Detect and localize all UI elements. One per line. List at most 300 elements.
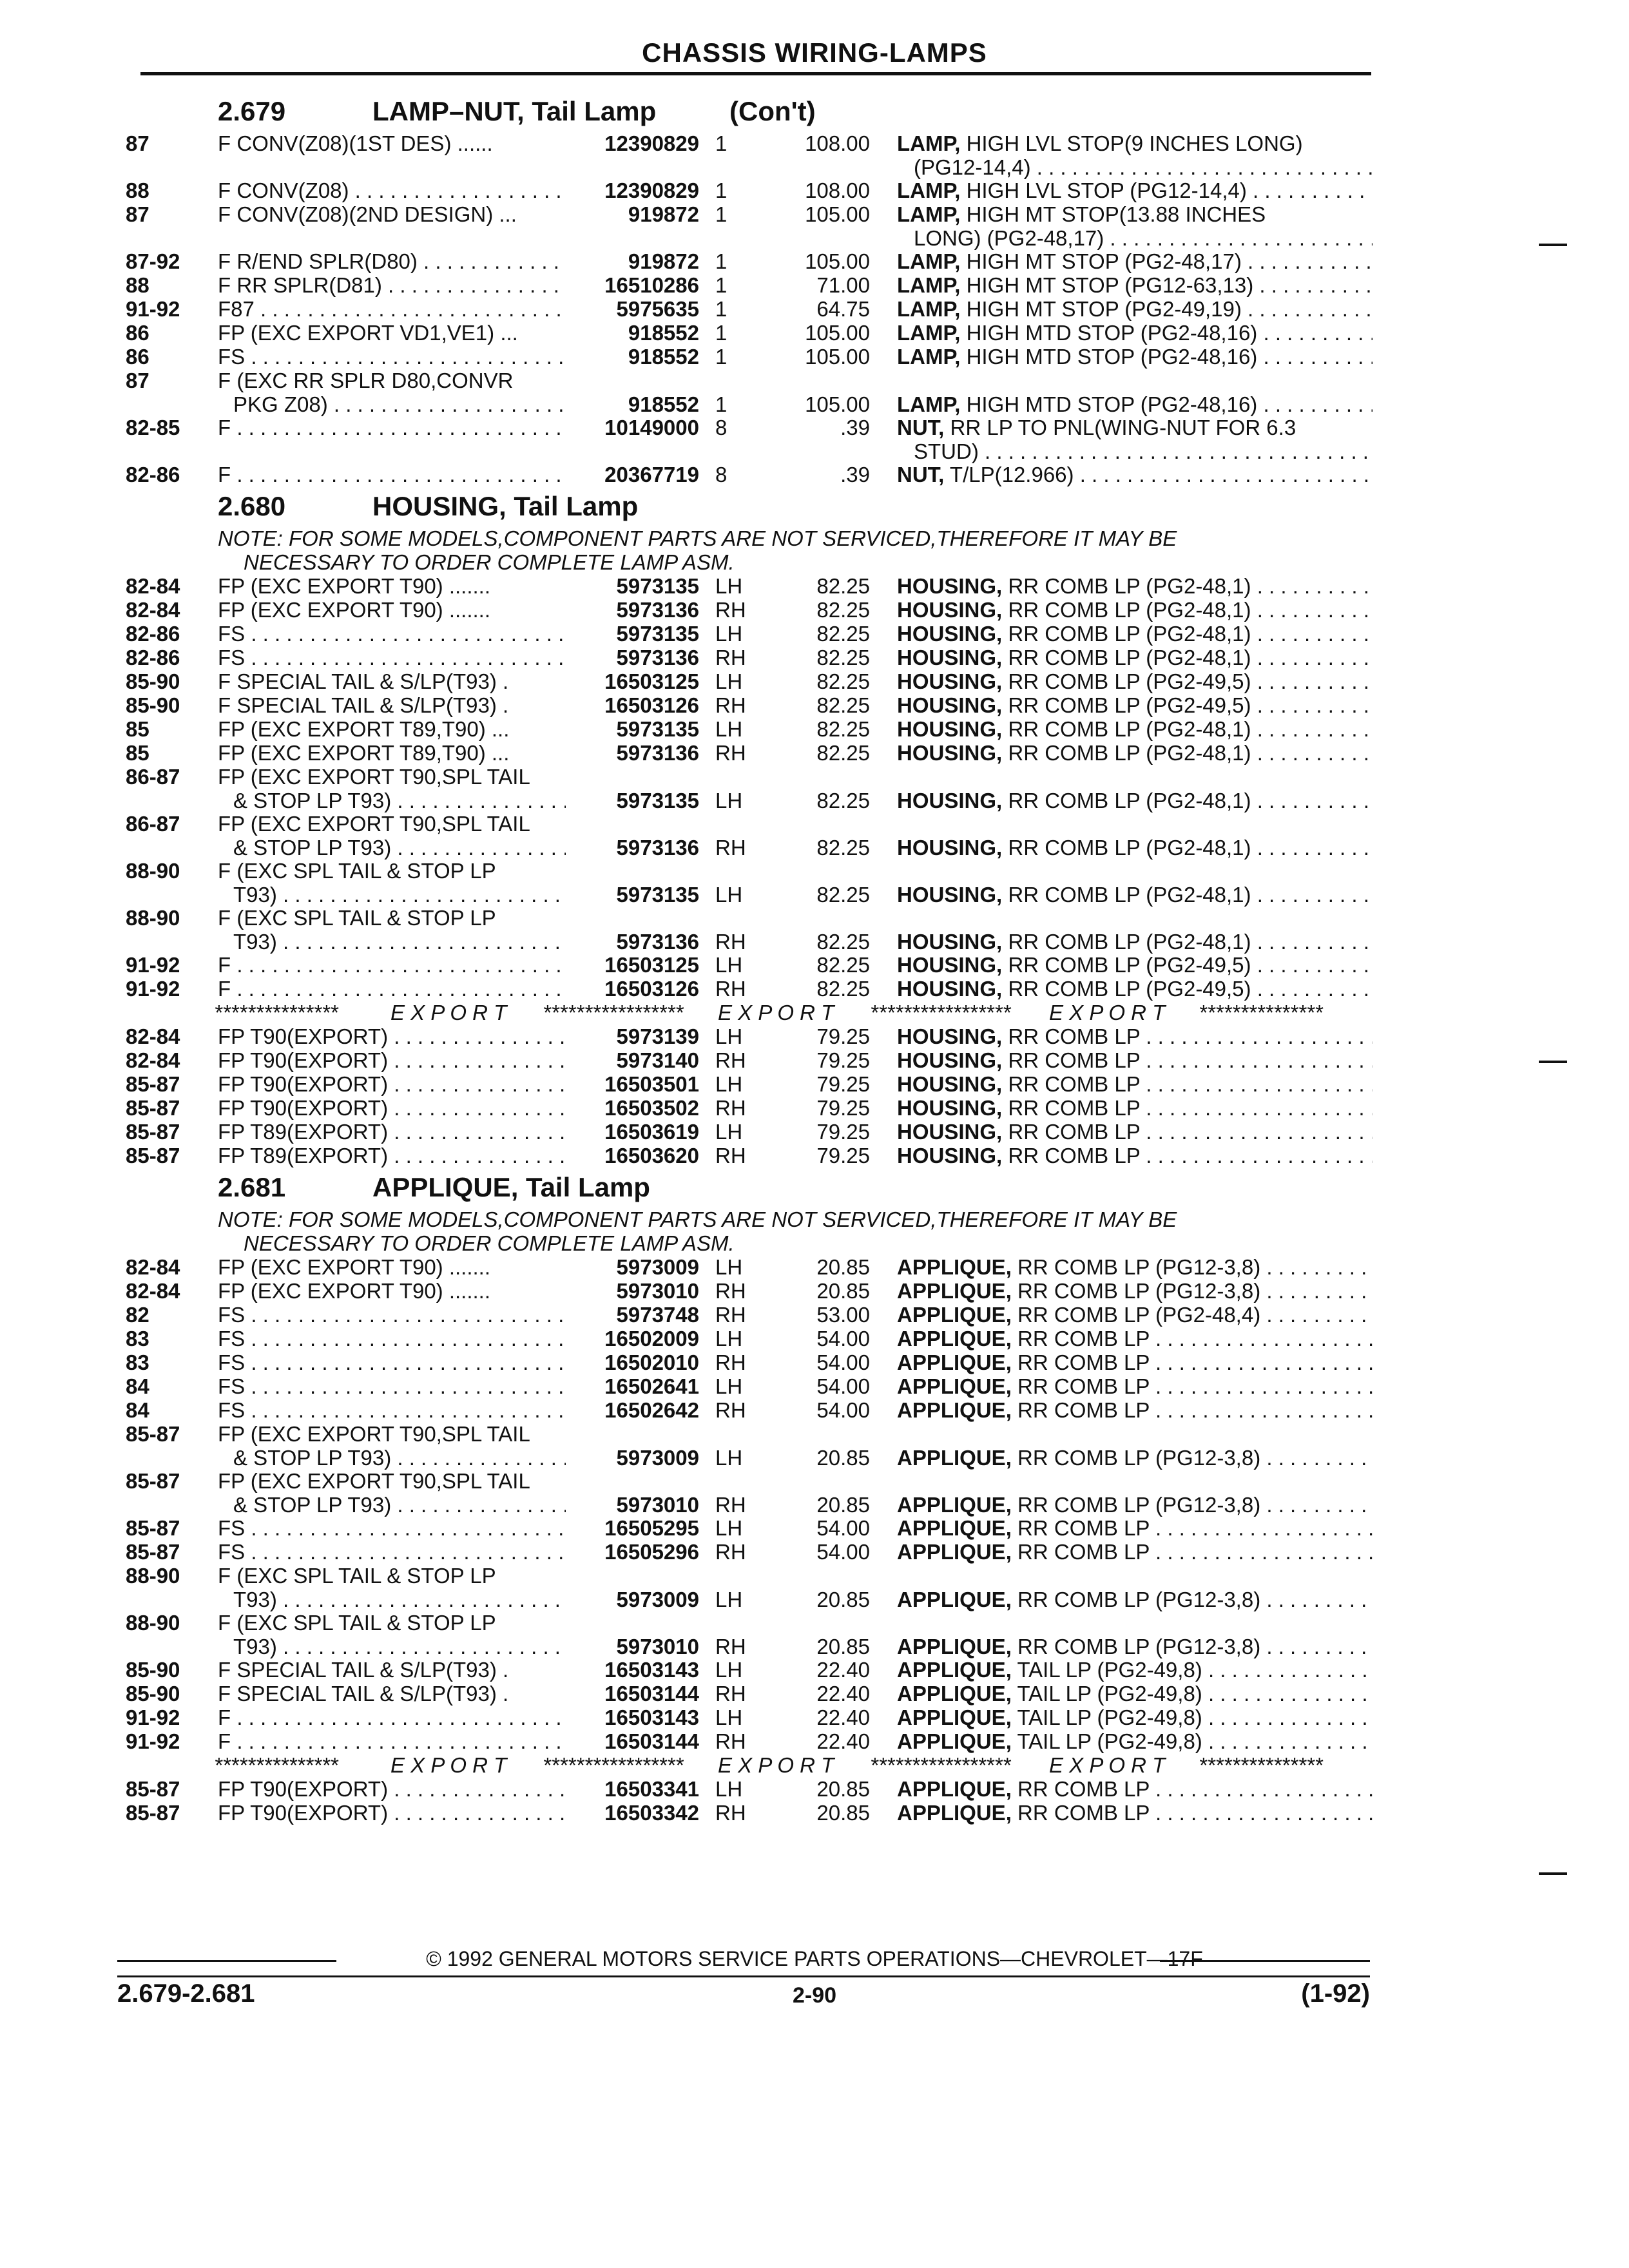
- part-name-keyword: LAMP,: [897, 202, 961, 226]
- part-name: [897, 1493, 1373, 1517]
- quantity-side: RH: [715, 1682, 746, 1706]
- application-desc: FS . . .: [218, 1350, 566, 1374]
- application-desc: FP (EXC EXPORT T89,T90) ...: [218, 717, 510, 741]
- table-row: [0, 1706, 1629, 1729]
- quantity-side: LH: [715, 1588, 743, 1611]
- export-banner-segment: ***************: [214, 1753, 338, 1777]
- part-name: [897, 1446, 1373, 1470]
- application-desc: F SPECIAL TAIL & S/LP(T93) .: [218, 1658, 509, 1682]
- export-part-entry: [0, 1120, 1629, 1144]
- part-name-keyword: APPLIQUE,: [897, 1706, 1012, 1729]
- part-name-detail: RR COMB LP: [1008, 1048, 1141, 1072]
- section-number: 2.679: [218, 96, 286, 126]
- application-desc: F . . .: [218, 977, 566, 1001]
- application-desc-cont: T93) . . .: [233, 930, 566, 954]
- table-row: [0, 1540, 1629, 1564]
- section-note: [0, 526, 1629, 550]
- part-name-detail: RR COMB LP: [1017, 1777, 1150, 1801]
- part-name-detail: RR COMB LP (PG2-48,1): [1008, 836, 1251, 860]
- table-row: [0, 1255, 1629, 1279]
- table-row-continuation: [0, 789, 1629, 812]
- part-name: [897, 1777, 1373, 1801]
- application-desc: F . . .: [218, 1729, 566, 1753]
- price: 82.25: [816, 598, 870, 622]
- part-name-detail: RR COMB LP: [1017, 1801, 1150, 1825]
- price: 82.25: [816, 693, 870, 717]
- part-entry: [0, 1658, 1629, 1682]
- table-row: [0, 345, 1629, 369]
- part-name-keyword: APPLIQUE,: [897, 1303, 1012, 1327]
- part-name: [897, 1658, 1373, 1682]
- table-row: [0, 693, 1629, 717]
- application-desc: FS . . .: [218, 1540, 566, 1564]
- part-name-keyword: NUT,: [897, 463, 945, 486]
- quantity-side: RH: [715, 1048, 746, 1072]
- quantity-side: 1: [715, 131, 728, 155]
- section-heading: [0, 486, 1629, 526]
- part-name: [897, 1540, 1373, 1564]
- application-desc-cont: T93) . . .: [233, 883, 566, 907]
- application-desc: FP (EXC EXPORT VD1,VE1) ...: [218, 321, 518, 345]
- part-entry: [0, 1611, 1629, 1658]
- part-entry: [0, 273, 1629, 297]
- table-row-continuation: [0, 1635, 1629, 1658]
- part-name-detail: HIGH MTD STOP (PG2-48,16): [966, 392, 1258, 416]
- model-years: 85-87: [126, 1516, 180, 1540]
- part-name-cont: (PG12-14,4) . . .: [914, 155, 1373, 179]
- price: 54.00: [816, 1350, 870, 1374]
- part-name-keyword: APPLIQUE,: [897, 1516, 1012, 1540]
- part-entry: [0, 1469, 1629, 1516]
- part-name-detail: RR COMB LP (PG2-49,5): [1008, 693, 1251, 717]
- model-years: 87-92: [126, 249, 180, 273]
- model-years: 82-85: [126, 416, 180, 439]
- table-row: [0, 1350, 1629, 1374]
- application-desc: FP (EXC EXPORT T89,T90) ...: [218, 741, 510, 765]
- table-row: [0, 1422, 1629, 1446]
- quantity-side: RH: [715, 930, 746, 954]
- part-name: [897, 598, 1373, 622]
- part-number: 5973009: [616, 1588, 699, 1611]
- model-years: 85-90: [126, 1658, 180, 1682]
- table-row-continuation: [0, 836, 1629, 859]
- part-number: 16502009: [604, 1327, 699, 1350]
- export-banner-segment: E X P O R T: [718, 1753, 834, 1777]
- part-number: 16503502: [604, 1096, 699, 1120]
- model-years: 88-90: [126, 906, 180, 930]
- table-row: [0, 717, 1629, 741]
- note-line: NECESSARY TO ORDER COMPLETE LAMP ASM.: [244, 550, 735, 574]
- note-line: NOTE: FOR SOME MODELS,COMPONENT PARTS ARE NOT SERVICED,THEREFORE IT MAY BE: [218, 526, 1177, 550]
- export-banner-segment: E X P O R T: [718, 1001, 834, 1024]
- part-number: 919872: [628, 249, 699, 273]
- part-entry: [0, 202, 1629, 249]
- part-name-keyword: LAMP,: [897, 321, 961, 345]
- price: 71.00: [816, 273, 870, 297]
- model-years: 91-92: [126, 977, 180, 1001]
- part-name-detail: RR COMB LP (PG2-48,1): [1008, 883, 1251, 907]
- part-number: 5973135: [616, 717, 699, 741]
- part-name-keyword: APPLIQUE,: [897, 1658, 1012, 1682]
- part-entry: [0, 345, 1629, 369]
- application-desc: FS . . .: [218, 345, 566, 369]
- quantity-side: 1: [715, 249, 728, 273]
- table-row: [0, 1658, 1629, 1682]
- part-number: 919872: [628, 202, 699, 226]
- quantity-side: 1: [715, 178, 728, 202]
- price: 79.25: [816, 1072, 870, 1096]
- application-desc-cont: & STOP LP T93) . . .: [233, 836, 566, 860]
- quantity-side: 1: [715, 202, 728, 226]
- application-desc: FP (EXC EXPORT T90,SPL TAIL: [218, 812, 530, 836]
- model-years: 85-87: [126, 1801, 180, 1825]
- price: 64.75: [816, 297, 870, 321]
- part-name: [897, 1327, 1373, 1350]
- application-desc: F . . .: [218, 953, 566, 977]
- part-number: 5973009: [616, 1255, 699, 1279]
- part-name: [897, 249, 1373, 273]
- model-years: 82-84: [126, 1024, 180, 1048]
- application-desc: FS . . .: [218, 1303, 566, 1327]
- part-name-keyword: LAMP,: [897, 345, 961, 369]
- part-name-keyword: APPLIQUE,: [897, 1682, 1012, 1706]
- export-banner-segment: ***************: [1199, 1753, 1323, 1777]
- table-row: [0, 369, 1629, 392]
- part-entry: [0, 1350, 1629, 1374]
- part-name-detail: RR COMB LP: [1017, 1540, 1150, 1564]
- part-name: [897, 622, 1373, 646]
- part-name: [897, 646, 1373, 669]
- application-desc: FP (EXC EXPORT T90,SPL TAIL: [218, 765, 530, 789]
- model-years: 82-84: [126, 598, 180, 622]
- application-desc: F SPECIAL TAIL & S/LP(T93) .: [218, 693, 509, 717]
- price: 54.00: [816, 1327, 870, 1350]
- price: 54.00: [816, 1540, 870, 1564]
- application-desc: FS . . .: [218, 622, 566, 646]
- part-name-keyword: HOUSING,: [897, 883, 1003, 907]
- part-name-keyword: HOUSING,: [897, 574, 1003, 598]
- part-name-detail: RR COMB LP: [1008, 1144, 1141, 1168]
- table-row-continuation: [0, 883, 1629, 906]
- application-desc: F . . .: [218, 463, 566, 486]
- quantity-side: LH: [715, 1777, 743, 1801]
- part-number: 16503126: [604, 977, 699, 1001]
- model-years: 85-90: [126, 693, 180, 717]
- quantity-side: RH: [715, 646, 746, 669]
- application-desc: F (EXC SPL TAIL & STOP LP: [218, 859, 496, 883]
- table-row: [0, 1279, 1629, 1303]
- quantity-side: 1: [715, 273, 728, 297]
- model-years: 91-92: [126, 1706, 180, 1729]
- model-years: 91-92: [126, 953, 180, 977]
- application-desc: FP T90(EXPORT) . . .: [218, 1024, 566, 1048]
- application-desc-cont: & STOP LP T93) . . .: [233, 789, 566, 812]
- export-banner-segment: *****************: [870, 1001, 1011, 1024]
- part-name: [897, 416, 1373, 439]
- part-name-detail: HIGH MTD STOP (PG2-48,16): [966, 321, 1258, 345]
- part-name-detail: RR COMB LP (PG12-3,8): [1017, 1493, 1261, 1517]
- part-entry: [0, 859, 1629, 906]
- part-name: [897, 1588, 1373, 1611]
- quantity-side: LH: [715, 883, 743, 907]
- part-name-detail: RR COMB LP (PG2-49,5): [1008, 669, 1251, 693]
- part-name: [897, 717, 1373, 741]
- part-name-keyword: HOUSING,: [897, 1048, 1003, 1072]
- quantity-side: LH: [715, 622, 743, 646]
- export-banner: [0, 1001, 1629, 1024]
- part-name-detail: RR COMB LP: [1008, 1072, 1141, 1096]
- part-name-detail: HIGH LVL STOP (PG12-14,4): [966, 178, 1247, 202]
- note-line: NOTE: FOR SOME MODELS,COMPONENT PARTS ARE NOT SERVICED,THEREFORE IT MAY BE: [218, 1207, 1177, 1231]
- part-name-detail: RR COMB LP (PG12-3,8): [1017, 1446, 1261, 1470]
- section-title: APPLIQUE, Tail Lamp: [372, 1172, 650, 1202]
- table-row: [0, 1072, 1629, 1096]
- quantity-side: LH: [715, 789, 743, 812]
- part-entry: [0, 977, 1629, 1001]
- table-row: [0, 1303, 1629, 1327]
- application-desc: F (EXC SPL TAIL & STOP LP: [218, 906, 496, 930]
- table-row: [0, 1777, 1629, 1801]
- part-number: 5973139: [616, 1024, 699, 1048]
- footer-rule-bottom: [117, 1975, 1370, 1977]
- quantity-side: LH: [715, 1706, 743, 1729]
- part-entry: [0, 369, 1629, 416]
- part-name-detail: RR COMB LP (PG12-3,8): [1017, 1635, 1261, 1658]
- table-row: [0, 178, 1629, 202]
- part-name-keyword: LAMP,: [897, 178, 961, 202]
- table-row: [0, 977, 1629, 1001]
- price: 82.25: [816, 741, 870, 765]
- price: 82.25: [816, 789, 870, 812]
- part-name-keyword: HOUSING,: [897, 1120, 1003, 1144]
- application-desc: FP T90(EXPORT) . . .: [218, 1096, 566, 1120]
- part-name-keyword: HOUSING,: [897, 1024, 1003, 1048]
- quantity-side: RH: [715, 1144, 746, 1168]
- price: .39: [840, 463, 870, 486]
- part-name-keyword: APPLIQUE,: [897, 1777, 1012, 1801]
- model-years: 85-87: [126, 1777, 180, 1801]
- part-entry: [0, 1303, 1629, 1327]
- price: 22.40: [816, 1682, 870, 1706]
- part-entry: [0, 693, 1629, 717]
- part-name: [897, 1048, 1373, 1072]
- part-name-keyword: APPLIQUE,: [897, 1801, 1012, 1825]
- table-row: [0, 1729, 1629, 1753]
- quantity-side: RH: [715, 1398, 746, 1422]
- table-row-continuation: [0, 1446, 1629, 1469]
- part-name-keyword: LAMP,: [897, 297, 961, 321]
- table-row: [0, 1469, 1629, 1493]
- table-row: [0, 1398, 1629, 1422]
- part-entry: [0, 297, 1629, 321]
- quantity-side: RH: [715, 1096, 746, 1120]
- model-years: 82-84: [126, 1279, 180, 1303]
- part-name-keyword: APPLIQUE,: [897, 1279, 1012, 1303]
- part-name-keyword: APPLIQUE,: [897, 1398, 1012, 1422]
- application-desc: FP (EXC EXPORT T90) .......: [218, 1279, 491, 1303]
- table-row: [0, 906, 1629, 930]
- application-desc-cont: PKG Z08) . . .: [233, 392, 566, 416]
- part-name: [897, 1303, 1373, 1327]
- model-years: 88: [126, 178, 149, 202]
- application-desc: F RR SPLR(D81) . . .: [218, 273, 566, 297]
- table-row: [0, 1096, 1629, 1120]
- part-name-keyword: HOUSING,: [897, 1096, 1003, 1120]
- model-years: 85: [126, 741, 149, 765]
- table-row: [0, 1516, 1629, 1540]
- part-number: 5973135: [616, 574, 699, 598]
- part-name-keyword: APPLIQUE,: [897, 1493, 1012, 1517]
- part-name-keyword: HOUSING,: [897, 622, 1003, 646]
- quantity-side: RH: [715, 1729, 746, 1753]
- part-name-detail: RR COMB LP: [1008, 1024, 1141, 1048]
- table-row: [0, 131, 1629, 155]
- quantity-side: LH: [715, 1024, 743, 1048]
- part-number: 5973136: [616, 646, 699, 669]
- model-years: 82-86: [126, 622, 180, 646]
- model-years: 88-90: [126, 859, 180, 883]
- model-years: 91-92: [126, 297, 180, 321]
- quantity-side: LH: [715, 1255, 743, 1279]
- part-number: 918552: [628, 321, 699, 345]
- part-name-detail: RR COMB LP (PG2-48,1): [1008, 717, 1251, 741]
- model-years: 82-84: [126, 1255, 180, 1279]
- application-desc: F (EXC RR SPLR D80,CONVR: [218, 369, 514, 392]
- part-number: 5973135: [616, 883, 699, 907]
- part-entry: [0, 1279, 1629, 1303]
- model-years: 82-84: [126, 574, 180, 598]
- export-part-entry: [0, 1072, 1629, 1096]
- footer-copyright: © 1992 GENERAL MOTORS SERVICE PARTS OPERATIONS—CHEVROLET—17F: [426, 1947, 1203, 1970]
- part-name: [897, 1398, 1373, 1422]
- price: 82.25: [816, 574, 870, 598]
- part-name-keyword: LAMP,: [897, 249, 961, 273]
- part-entry: [0, 416, 1629, 463]
- table-row-continuation: [0, 1493, 1629, 1516]
- price: 79.25: [816, 1048, 870, 1072]
- price: 105.00: [805, 345, 870, 369]
- part-name: [897, 202, 1373, 226]
- part-name: [897, 1706, 1373, 1729]
- application-desc: FP (EXC EXPORT T90,SPL TAIL: [218, 1469, 530, 1493]
- table-row: [0, 765, 1629, 789]
- part-name: [897, 977, 1373, 1001]
- application-desc: FS . . .: [218, 1327, 566, 1350]
- model-years: 87: [126, 202, 149, 226]
- margin-mark: [1539, 1061, 1567, 1063]
- part-name-keyword: APPLIQUE,: [897, 1540, 1012, 1564]
- application-desc-cont: T93) . . .: [233, 1635, 566, 1658]
- part-number: 16503620: [604, 1144, 699, 1168]
- part-name-detail: HIGH MT STOP(13.88 INCHES: [966, 202, 1266, 226]
- part-number: 16510286: [604, 273, 699, 297]
- part-entry: [0, 249, 1629, 273]
- part-number: 5973135: [616, 622, 699, 646]
- part-number: 16503619: [604, 1120, 699, 1144]
- section-number: 2.680: [218, 491, 286, 521]
- part-name: [897, 953, 1373, 977]
- part-name-detail: TAIL LP (PG2-49,8): [1017, 1658, 1202, 1682]
- part-name: [897, 1255, 1373, 1279]
- part-number: 5973010: [616, 1635, 699, 1658]
- part-name: [897, 693, 1373, 717]
- quantity-side: RH: [715, 836, 746, 860]
- part-name: [897, 345, 1373, 369]
- part-number: 5975635: [616, 297, 699, 321]
- part-name-detail: RR COMB LP (PG2-48,1): [1008, 574, 1251, 598]
- model-years: 85-87: [126, 1469, 180, 1493]
- part-name-keyword: APPLIQUE,: [897, 1446, 1012, 1470]
- model-years: 85: [126, 717, 149, 741]
- export-banner-segment: ***************: [1199, 1001, 1323, 1024]
- part-name-detail: HIGH LVL STOP(9 INCHES LONG): [966, 131, 1303, 155]
- table-row-continuation: [0, 930, 1629, 953]
- part-name-keyword: HOUSING,: [897, 669, 1003, 693]
- part-number: 5973010: [616, 1493, 699, 1517]
- quantity-side: RH: [715, 741, 746, 765]
- part-entry: [0, 741, 1629, 765]
- part-name: [897, 1279, 1373, 1303]
- table-row: [0, 463, 1629, 486]
- model-years: 85-87: [126, 1120, 180, 1144]
- part-name-detail: RR COMB LP: [1008, 1120, 1141, 1144]
- part-entry: [0, 717, 1629, 741]
- export-banner-segment: *****************: [543, 1001, 684, 1024]
- model-years: 85-87: [126, 1540, 180, 1564]
- application-desc: F . . .: [218, 1706, 566, 1729]
- part-name: [897, 1635, 1373, 1658]
- price: 20.85: [816, 1446, 870, 1470]
- part-name-cont: STUD) . . .: [914, 439, 1373, 463]
- part-name-detail: RR COMB LP (PG2-48,1): [1008, 930, 1251, 954]
- export-part-entry: [0, 1048, 1629, 1072]
- model-years: 82-86: [126, 646, 180, 669]
- parts-catalog: [0, 91, 1629, 1825]
- quantity-side: RH: [715, 693, 746, 717]
- model-years: 86-87: [126, 812, 180, 836]
- model-years: 82: [126, 1303, 149, 1327]
- part-number: 5973135: [616, 789, 699, 812]
- application-desc: F R/END SPLR(D80) . . .: [218, 249, 566, 273]
- application-desc: F CONV(Z08)(1ST DES) ......: [218, 131, 493, 155]
- table-row: [0, 1682, 1629, 1706]
- application-desc: FP T89(EXPORT) . . .: [218, 1120, 566, 1144]
- part-name-detail: RR COMB LP (PG12-3,8): [1017, 1588, 1261, 1611]
- part-name-keyword: HOUSING,: [897, 693, 1003, 717]
- part-entry: [0, 646, 1629, 669]
- application-desc: F (EXC SPL TAIL & STOP LP: [218, 1611, 496, 1635]
- model-years: 88: [126, 273, 149, 297]
- part-number: 16503143: [604, 1658, 699, 1682]
- part-name-keyword: HOUSING,: [897, 717, 1003, 741]
- model-years: 85-87: [126, 1096, 180, 1120]
- part-name-detail: RR COMB LP: [1017, 1350, 1150, 1374]
- part-name: [897, 1120, 1373, 1144]
- part-name: [897, 1350, 1373, 1374]
- part-name: [897, 392, 1373, 416]
- model-years: 85-90: [126, 669, 180, 693]
- part-name-keyword: HOUSING,: [897, 836, 1003, 860]
- part-number: 16505295: [604, 1516, 699, 1540]
- part-number: 16503125: [604, 669, 699, 693]
- price: 82.25: [816, 930, 870, 954]
- part-number: 5973010: [616, 1279, 699, 1303]
- part-entry: [0, 765, 1629, 812]
- part-name-detail: RR COMB LP (PG2-48,1): [1008, 622, 1251, 646]
- quantity-side: LH: [715, 1516, 743, 1540]
- export-banner-segment: E X P O R T: [390, 1753, 507, 1777]
- table-row: [0, 1374, 1629, 1398]
